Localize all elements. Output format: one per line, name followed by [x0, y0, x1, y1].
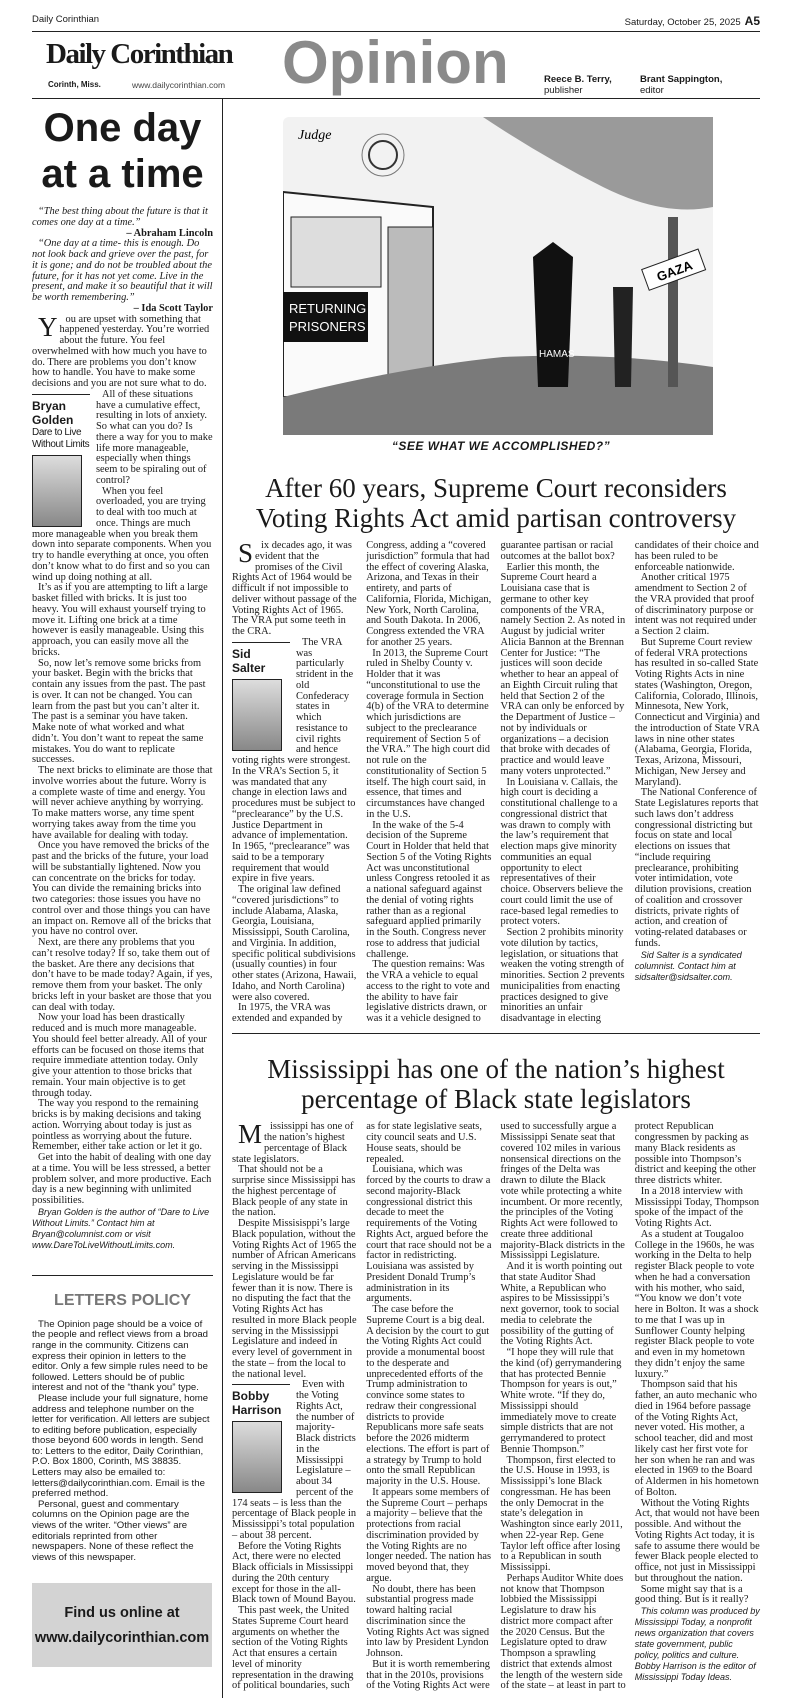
- logo: Daily Corinthian: [46, 38, 233, 70]
- author-first: Bryan: [32, 398, 67, 413]
- column-headline: [32, 105, 213, 197]
- divider: [232, 1033, 760, 1035]
- paragraph: Perhaps Auditor White does not know that Thompson lobbied the Mississippi Legislature to draw his district more compact after the 2020 Census. But the Legislature opted to draw Thompson a sprawling district that extends almost the length of the western side of the state – at least in part to protect Republican congressmen by packing as many Black residents as possible into Thompson’s district and keeping the other three districts whiter.: [500, 1121, 756, 1692]
- paragraph: All of these situations have a cumulative effect, resulting in lots of anxiety. So what can you do? Is there a way for you to make life more manageable, especially when things seem to be spiraling out of control?: [96, 388, 213, 486]
- paragraph: The question remains: Was the VRA a vehicle to equal access to the right to vote and the ability to have fair legislative districts drawn, or was it a vehicle designed to guarantee partisan or racial outcomes at the ballot box?: [366, 540, 615, 1024]
- article-body: [32, 311, 213, 1207]
- paragraph: In 2013, the Supreme Court ruled in Shelby County v. Holder that it was “unconstitutional to use the coverage formula in Section 4(b) of the VRA to determine which jurisdictions are subject to the preclearance requirement of Section 5 of the VRA.” The high court did not rule on the constitutionality of Section 5 itself. The high court said, in essence, that times and circumstances have changed in the U.S.: [366, 647, 490, 820]
- paragraph: Another critical 1975 amendment to Section 2 of the VRA provided that proof of discriminatory purpose or intent was not required under a Section 2 claim.: [634, 572, 757, 637]
- paragraph: Mississippi has one of the nation’s highest percentage of Black state legislators.: [232, 1119, 354, 1165]
- paragraph: In 1975, the VRA was extended and expanded by Congress, adding a “covered jurisdiction” formula that had the effect of covering Alaska, Arizona, and Texas in their entirety, and parts of California, Florida, Michigan, New York, North Carolina, and South Dakota. In 2006, Congress extended the VRA for another 25 years.: [232, 540, 492, 1024]
- author-box: [232, 1384, 290, 1493]
- paragraph: The VRA was particularly strident in the old Confederacy states in which resistance to civil rights and hence voting rights were strongest. In the VRA’s Section 5, it was mandated that any change in election laws and procedures must be subject to “preclearance” by the U.S. Justice Department in advance of implementation. In 1965, “preclearance” was said to be a temporary requirement that would expire in five years.: [232, 636, 356, 885]
- paragraph: When you feel overloaded, you are trying to deal with too much at once. Things are much more manageable when you break them down into separate components. When you try to handle everything at once, you often don’t know what to do first and so you can wind up doing nothing at all.: [32, 485, 212, 583]
- paragraph: No doubt, there has been substantial progress made toward halting racial discrimination since the Voting Rights Act was signed into law by President Lyndon Johnson.: [366, 1583, 490, 1659]
- paragraph: The next bricks to eliminate are those that involve worries about the future. Worry is a complete waste of time and energy. You will never achieve anything by worrying. To make matters worse, any time spent worrying takes away from the time you have available for dealing with today.: [32, 765, 213, 841]
- author-last: Golden: [32, 412, 74, 427]
- city: Corinth, Miss.: [48, 80, 101, 89]
- author-first: Bobby: [232, 1389, 270, 1404]
- headline-line: at a time: [41, 152, 204, 196]
- section-title: Opinion: [282, 29, 509, 96]
- author-box: [32, 394, 90, 527]
- paragraph: So, now let’s remove some bricks from your basket. Begin with the bricks that contain any issues from the past. The past is over. It can not be changed. You can learn from the past but you can’t alter it. The past is a seminar you have taken. Make note of what worked and what didn’t. You don’t want to repeat the same mistakes. You do want to replicate successes.: [32, 657, 206, 766]
- author-photo: [232, 1421, 282, 1493]
- hamas-figure: [533, 242, 575, 387]
- paragraph: Get into the habit of dealing with one day at a time. You will be less stressed, a better problem solver, and more productive. Each day is a new beginning with unlimited possibilities.: [32, 1152, 212, 1206]
- headline-line: Mississippi has one of the nation’s highest: [267, 1054, 725, 1085]
- publisher: [544, 74, 612, 96]
- ms-headline: [232, 1054, 760, 1114]
- bus: [283, 192, 433, 397]
- signpost: [668, 217, 678, 387]
- paper-name: Daily Corinthian: [32, 14, 100, 25]
- ms-article: [232, 1119, 760, 1692]
- paragraph: The original law defined “covered jurisdictions” to include Alabama, Alaska, Georgia, Louisiana, Mississippi, South Carolina, and Virginia. In addition, specific political subdivisions (usually counties) in four other states (Arizona, Hawaii, Idaho, and North Carolina) were also covered.: [232, 884, 357, 1003]
- quote: “The best thing about the future is that it comes one day at a time.”: [32, 206, 208, 228]
- figure-label: HAMAS: [539, 349, 575, 360]
- paragraph: The National Conference of State Legislatures reports that such laws don’t address congressional districting but focus on state and local elections on issues that “include requiring preclearance, prohibiting voter intimidation, vote dilution provisions, creation of coalition and crossover districts, private rights of action, and creation of voting-related databases or funds.: [634, 787, 759, 949]
- author-last: Harrison: [232, 1403, 282, 1418]
- paragraph: Earlier this month, the Supreme Court heard a Louisiana case that is germane to other key components of the VRA, namely Section 2. As noted in August by judicial writer Alicia Bannon at the Brennan Center for Justice: “The justices will soon decide whether to hear an appeal of an Eighth Circuit ruling that held that Section 2 of the VRA can only be enforced by the Department of Justice – not by individuals or organizations – a decision that broke with decades of practice and would leave many voters unprotected.”: [500, 561, 626, 777]
- paragraph: But Supreme Court review of federal VRA protections has resulted in so-called State Voting Rights Acts in nine states (Washington, Oregon, California, Colorado, Illinois, Minnesota, New York, Connecticut and Virginia) and the introduction of State VRA laws in nine other states (Alabama, Georgia, Florida, Texas, Arizona, Missouri, Michigan, New Jersey and Maryland).: [634, 636, 760, 788]
- cartoonist-signature: Judge: [298, 128, 332, 143]
- paragraph: In a 2018 interview with Mississippi Today, Thompson spoke of the impact of the Voting Rights Act.: [634, 1185, 760, 1229]
- headline-line: Voting Rights Act amid partisan controversy: [255, 503, 737, 533]
- author-last: Salter: [232, 660, 266, 675]
- editor-title: editor: [640, 85, 664, 96]
- paragraph: The case before the Supreme Court is a big deal. A decision by the court to gut the Voting Rights Act could provide a monumental boost to the desperate and unprecedented efforts of the Trump administration to convince some states to redraw their congressional districts to provide Republicans more safe seats before the 2026 midterm elections. The effort is part of a strategy by Trump to hold onto the small Republican majority in the U.S. House.: [366, 1304, 490, 1487]
- headline-line: percentage of Black state legislators: [301, 1084, 691, 1115]
- editorial-cartoon: [283, 117, 713, 435]
- vra-article: [232, 538, 760, 1025]
- paragraph: Once you have removed the bricks of the past and the bricks of the future, your load will be substantially lightened. Now you can concentrate on the bricks for today. You can divide the remaining bricks into two categories: those issues you have no control over and those things you can have an impact on. Remove all of the bricks that you have no control over.: [32, 840, 212, 938]
- paragraph: Six decades ago, it was evident that the promises of the Civil Rights Act of 1964 would be difficult if not impossible to deliver without passage of the Voting Rights Act of 1965. The VRA put some teeth in the CRA.: [232, 538, 357, 637]
- author-photo: [232, 679, 282, 751]
- author-box: [232, 642, 290, 751]
- letters-body: [32, 1320, 213, 1564]
- author-tagline: Sid Salter is a syndicated columnist. Contact him at sidsalter@sidsalter.com.: [634, 949, 742, 982]
- masthead: [32, 29, 760, 99]
- page-body: [32, 99, 760, 1698]
- paragraph: You are upset with something that happened yesterday. You’re worried about the future. You feel overwhelmed with how much you have to do. There are problems you don’t know how to handle. You have to make some decisions and you are not sure what to do.: [32, 311, 210, 389]
- paragraph: Some might say that is a good thing. But is it really?: [634, 1583, 749, 1606]
- quote-attribution: – Ida Scott Taylor: [133, 302, 213, 314]
- paragraph: Now your load has been drastically reduced and is much more manageable. You should feel better already. All of your efforts can be focused on those items that require immediate attention today. Only give your attention to those bricks that remain. Your main objective is to get through today.: [32, 1012, 207, 1099]
- date: Saturday, October 25, 2025: [624, 17, 741, 28]
- author-tagline: This column was produced by Mississippi Today, a nonprofit news organization that covers state government, public policy, politics and culture. Bobby Harrison is the editor of Mississippi Today Ideas.: [634, 1606, 760, 1682]
- headline-line: One day: [43, 106, 202, 150]
- paragraph: Personal, guest and commentary columns on the Opinion page are the views of the writer. “Other views” are editorials reprinted from other newspapers. None of these reflect the views of this newspaper.: [32, 1498, 194, 1563]
- paragraph: Louisiana, which was forced by the courts to draw a second majority-Black congressional district this decade to meet the requirements of the Voting Rights Act, argued before the court that race should not be a factor in redistricting. Louisiana was assisted by President Donald Trump’s administration in its arguments.: [366, 1164, 492, 1305]
- vra-headline: [232, 473, 760, 533]
- paragraph: Thompson said that his father, an auto mechanic who died in 1964 before passage of the Voting Rights Act, never voted. His mother, a school teacher, did and most likely cast her first vote for her son when he ran and was elected in 1969 to the Board of Aldermen in his hometown of Bolton.: [634, 1379, 759, 1498]
- paragraph: Next, are there any problems that you can’t resolve today? If so, take them out of the basket. Are there any decisions that don’t have to be made today? Again, if yes, remove them from your basket. The only bricks left in your basket are those that you can deal with today.: [32, 937, 213, 1013]
- bus-sign: [283, 292, 368, 342]
- second-figure: [613, 287, 633, 387]
- author-name: [32, 399, 90, 427]
- bus-sign-line: RETURNING: [289, 301, 367, 316]
- paragraph: That should not be a surprise since Mississippi has the highest percentage of Black people of any state in the nation.: [232, 1164, 356, 1219]
- author-name: [232, 1389, 290, 1417]
- paragraph: This past week, the United States Supreme Court heard arguments on whether the section of the Voting Rights Act that ensures a certain level of minority representation in the drawing of political boundaries, such as for state legislative seats, city council seats and U.S. House seats, should be repealed.: [232, 1121, 482, 1692]
- headline-line: After 60 years, Supreme Court reconsiders: [265, 473, 727, 503]
- paragraph: Section 2 prohibits minority vote dilution by tactics, legislation, or situations that weaken the voting strength of minorities. Section 2 prevents municipalities from enacting practices designed to give minorities an unfair disadvantage in electing candidates of their choice and has been ruled to be enforceable nationwide.: [500, 540, 759, 1024]
- paragraph: And it is worth pointing out that state Auditor Shad White, a Republican who aspires to be Mississippi’s next governor, took to social media to celebrate the possibility of the gutting of the Voting Rights Act.: [500, 1261, 623, 1348]
- paragraph: Please include your full signature, home address and telephone number on the letter for verification. All letters are subject to editing before publication, especially those beyond 600 words in length. Send to: Letters to the editor, Daily Corinthian, P.O. Box 1800, Corinth, MS 38835. Letters may also be emailed to: letters@dailycorinthian.com. Email is the preferred method.: [32, 1392, 210, 1500]
- quote-attribution: – Abraham Lincoln: [126, 227, 213, 239]
- publisher-title: publisher: [544, 85, 583, 96]
- find-us-box: [32, 1583, 212, 1667]
- publisher-name: Reece B. Terry,: [544, 74, 612, 85]
- author-first: Sid: [232, 646, 251, 661]
- paragraph: But it is worth remembering that in the 2010s, provisions of the Voting Rights Act were used to successfully argue a Mississippi Senate seat that covered 102 miles in various nonsensical directions on the fringes of the Delta was drawn to dilute the Black vote while protecting a white incumbent. Or more recently, the principles of the Voting Rights Act were followed to create three additional majority-Black districts in the Mississippi Legislature.: [366, 1121, 625, 1692]
- editor: [640, 74, 722, 96]
- paragraph: In the wake of the 5-4 decision of the Supreme Court in Holder that held that Section 5 of the Voting Rights Act was unconstitutional unless Congress retooled it as a national safeguard against the denial of voting rights rather than as a regional safeguard applied primarily in the South. Congress never rose to address that judicial challenge.: [366, 819, 492, 960]
- paragraph: In Louisiana v. Callais, the high court is deciding a constitutional challenge to a congressional district that was drawn to comply with the law’s requirement that election maps give minority communities an equal opportunity to elect representatives of their choice. Observers believe the court could limit the use of race-based legal remedies to protect voters.: [500, 776, 623, 928]
- paragraph: Before the Voting Rights Act, there were no elected Black officials in Mississippi during the 20th century except for those in the all-Black town of Mound Bayou.: [232, 1540, 356, 1606]
- author-name: [232, 647, 290, 675]
- sign-text: GAZA: [654, 257, 695, 285]
- bus-sign-line: PRISONERS: [289, 319, 366, 334]
- paragraph: It appears some members of the Supreme Court – perhaps a majority – believe that the protections from racial discrimination provided by the Voting Rights are no longer needed. The nation has moved beyond that, they argue.: [366, 1486, 491, 1584]
- website[interactable]: www.dailycorinthian.com: [132, 80, 226, 90]
- paragraph: It’s as if you are attempting to lift a large basket filled with bricks. It is just too heavy. You will exhaust yourself trying to move it. Lifting one brick at a time however is easily manageable. Using this approach, you can easily move all the bricks.: [32, 582, 208, 658]
- quote: “One day at a time- this is enough. Do not look back and grieve over the past, for it is gone; and do not be troubled about the future, for it has not yet come. Live in the present, and make it so beautiful that it will be worth remembering.”: [32, 238, 213, 303]
- find-us-label: Find us online at: [64, 1605, 180, 1622]
- editor-name: Brant Sappington,: [640, 74, 723, 85]
- letters-policy: [32, 1275, 213, 1564]
- paragraph: Thompson, first elected to the U.S. House in 1993, is Mississippi’s lone Black congressman. He has been the only Democrat in the state’s delegation in Washington since early 2011, when 22-year Rep. Gene Taylor left office after losing to a Republican in south Mississippi.: [500, 1454, 623, 1573]
- paragraph: Despite Missisisppi’s large Black population, without the Voting Rights Act of 1965 the number of African Americans serving in the Mississippi Legislature would be far fewer than it is now. There is no disputing the fact that the Voting Rights Act has resulted in more Black people serving in the Mississippi Legislature and indeed in every level of government in the state – from the local to the national level.: [232, 1218, 357, 1380]
- author-tagline: Bryan Golden is the author of “Dare to Live Without Limits.” Contact him at Bryan@columnist.com or visit www.DareToLiveWithoutLimits.com.: [32, 1206, 210, 1250]
- column-name: Dare to Live Without Limits: [32, 426, 90, 450]
- page-number: A5: [744, 14, 760, 28]
- paragraph: As a student at Tougaloo College in the 1960s, he was working in the Delta to help register Black people to vote when he had a conversation with his mother, who said, “You know we don’t vote here in Bolton. It was a shock to me that I was up in Sunflower County helping register Black people to vote and even in my hometown they didn’t enjoy the same luxury.”: [634, 1228, 759, 1380]
- golden-column: [32, 99, 213, 1698]
- author-photo: [32, 455, 82, 527]
- letters-heading: LETTERS POLICY: [54, 1291, 191, 1309]
- cartoon-caption: “SEE WHAT WE ACCOMPLISHED?”: [391, 439, 611, 453]
- right-section: [222, 99, 760, 1698]
- paragraph: Without the Voting Rights Act, that would not have been possible. And without the Voting Rights Act today, it is safe to assume there would be fewer Black people elected to office, not just in Mississippi but throughout the nation.: [634, 1497, 760, 1584]
- paragraph: The Opinion page should be a voice of the people and reflect views from a broad range in the community. Citizens can express their opinion in letters to the editor. Only a few simple rules need to be followed. Letters should be of public interest and not of the “thank you” type.: [32, 1318, 208, 1394]
- find-us-url[interactable]: www.dailycorinthian.com: [34, 1630, 210, 1647]
- paragraph: The way you respond to the remaining bricks is by making decisions and taking action. Worrying about today is just as pointless as worrying about the future. Remember, either take action or let it go.: [32, 1098, 203, 1153]
- paragraph: Even with the Voting Rights Act, the number of majority-Black districts in the Mississippi Legislature – about 34 percent of the 174 seats – is less than the percentage of Black people in Mississippi’s total population – about 38 percent.: [232, 1379, 357, 1541]
- paragraph: “I hope they will rule that the kind (of) gerrymandering that has protected Bennie Thompson for years is out,” White wrote. “If they do, Mississippi should immediately move to create simple districts that are not gerrymandered to protect Bennie Thompson.”: [500, 1347, 622, 1455]
